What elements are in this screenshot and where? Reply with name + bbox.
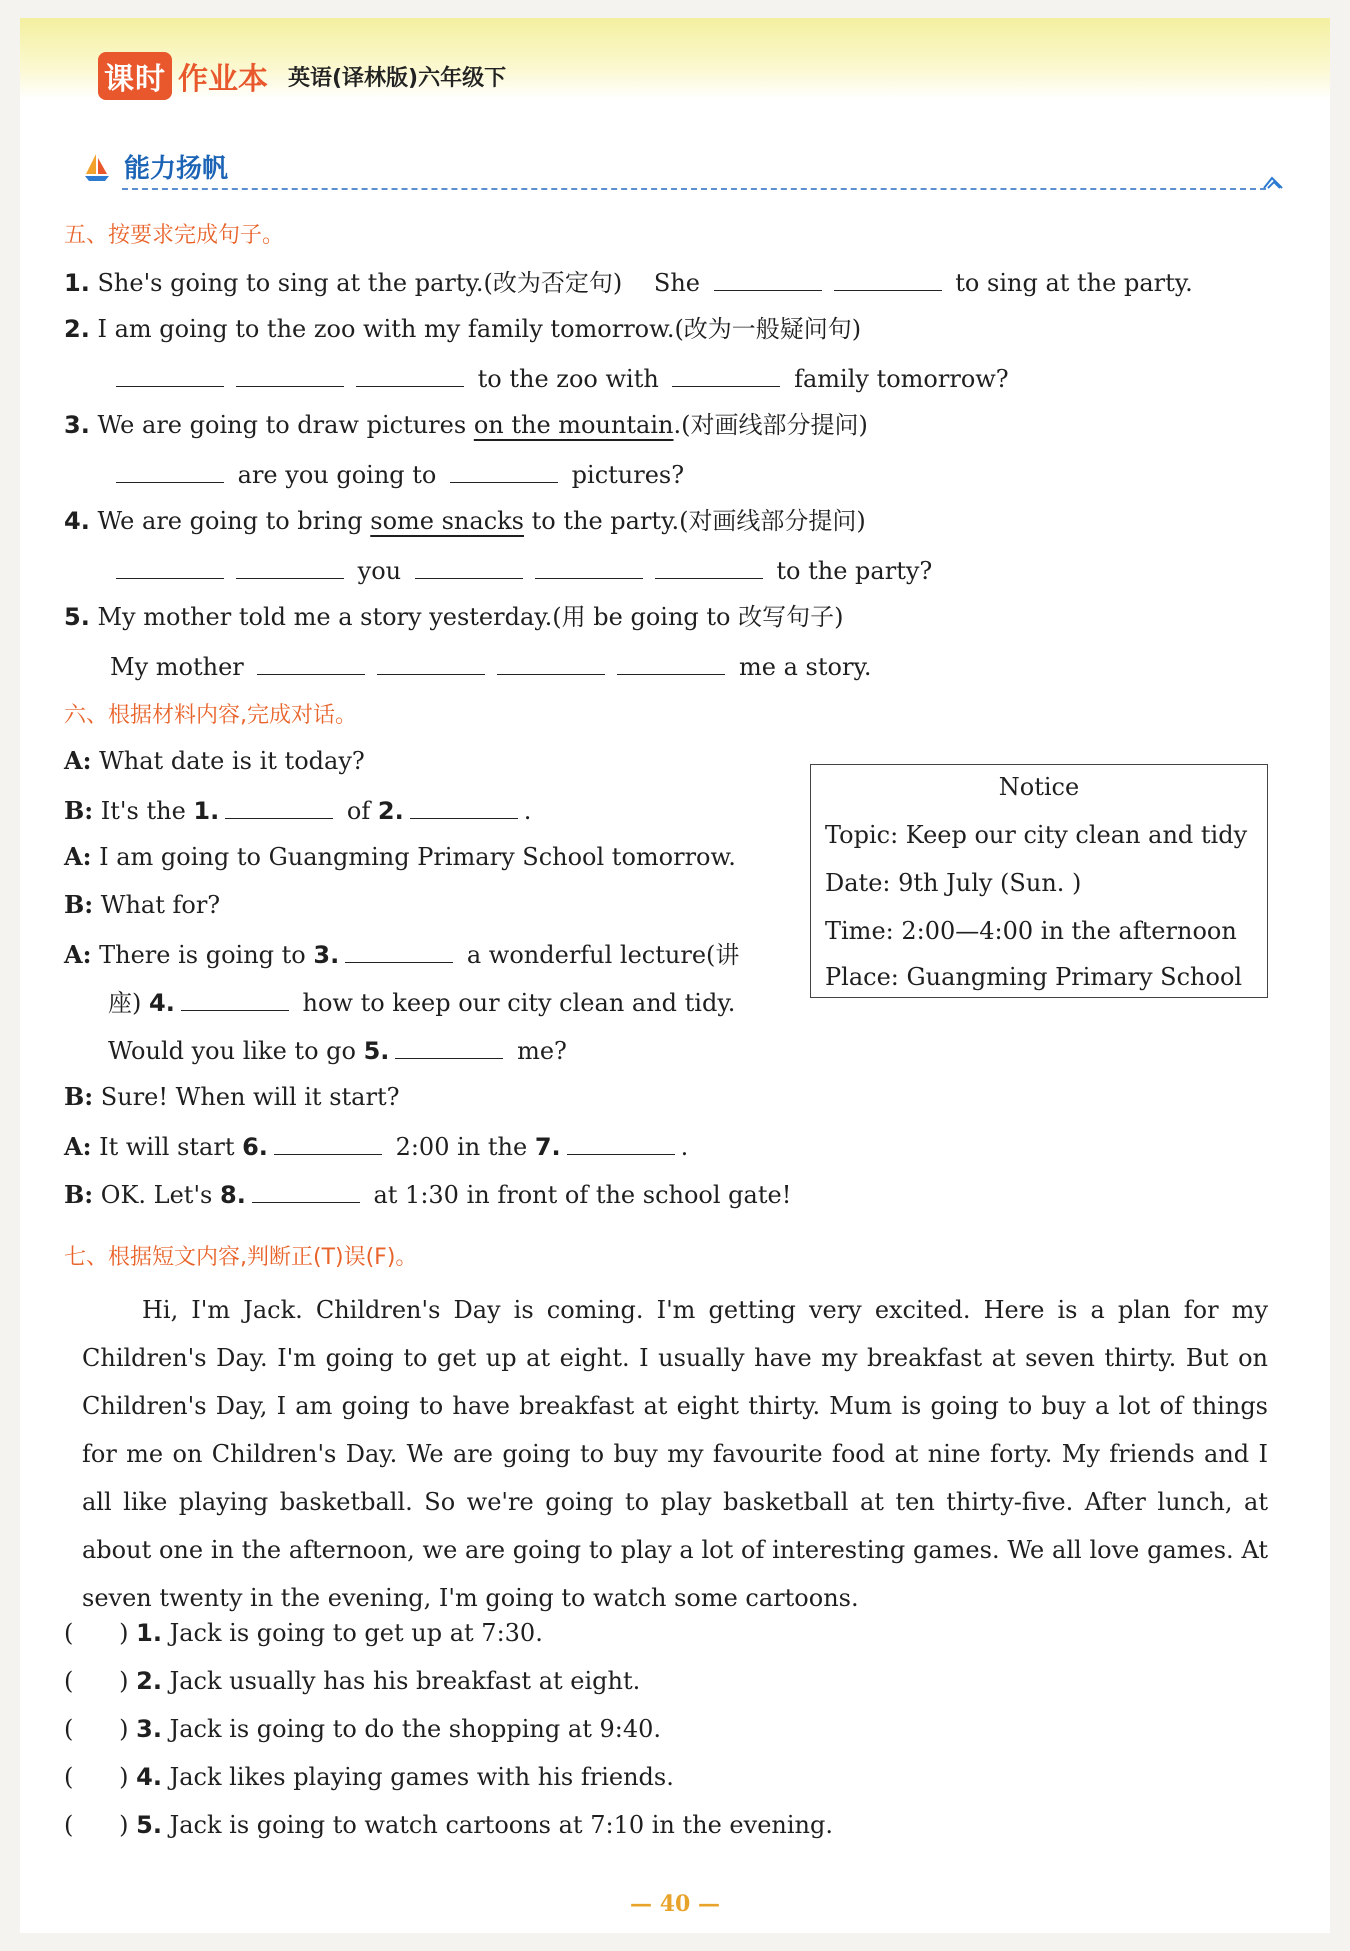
part5-heading: 五、按要求完成句子。	[64, 223, 285, 248]
answer-blank[interactable]	[252, 1178, 360, 1203]
answer-mid: are you going to	[237, 461, 437, 489]
speaker: B:	[64, 890, 94, 919]
answer-blank[interactable]	[415, 554, 523, 579]
blank-number: 1.	[193, 797, 220, 825]
answer-blank[interactable]	[345, 938, 453, 963]
q-number: 4.	[64, 507, 90, 535]
line-text: 座)	[108, 989, 142, 1017]
answer-blank[interactable]	[655, 554, 763, 579]
answer-blank[interactable]	[834, 266, 942, 291]
speaker: A:	[64, 1132, 92, 1161]
answer-blank[interactable]	[410, 794, 518, 819]
tf-item	[64, 1618, 543, 1648]
answer-bracket[interactable]: ( )	[64, 1763, 129, 1791]
blank-number: 3.	[313, 941, 340, 969]
tf-statement: Jack likes playing games with his friends.	[169, 1763, 674, 1791]
speaker: B:	[64, 796, 94, 825]
dialogue-line	[64, 890, 220, 920]
tf-statement: Jack usually has his breakfast at eight.	[169, 1667, 641, 1695]
line-text: There is going to	[99, 941, 306, 969]
dialogue-line	[64, 746, 365, 776]
line-text: I am going to Guangming Primary School tomorrow.	[99, 843, 736, 871]
dialogue-line	[64, 1178, 791, 1210]
underlined-phrase: some snacks	[370, 507, 524, 535]
line-text: of	[346, 797, 371, 825]
answer-blank[interactable]	[236, 554, 344, 579]
line-text: Would you like to go	[108, 1037, 356, 1065]
q-text-post: .(对画线部分提问)	[673, 411, 868, 439]
speaker: B:	[64, 1082, 94, 1111]
blank-number: 8.	[220, 1181, 246, 1209]
notice-place: Place: Guangming Primary School	[825, 963, 1243, 991]
logo-book: 作业本	[178, 62, 268, 97]
notice-title: Notice	[998, 773, 1080, 801]
answer-blank[interactable]	[497, 650, 605, 675]
answer-suffix: me a story.	[739, 653, 872, 681]
page-header	[20, 18, 1330, 100]
line-text: What for?	[100, 891, 221, 919]
blank-number: 4.	[149, 989, 175, 1017]
answer-blank[interactable]	[116, 458, 224, 483]
answer-prefix: She	[653, 269, 700, 297]
q-number: 3.	[136, 1715, 162, 1743]
line-text: OK. Let's	[100, 1181, 213, 1209]
answer-bracket[interactable]: ( )	[64, 1619, 129, 1647]
tf-item	[64, 1666, 640, 1696]
p5-q5-answer	[110, 650, 871, 682]
part6-heading: 六、根据材料内容,完成对话。	[64, 703, 357, 728]
blank-number: 7.	[534, 1133, 561, 1161]
answer-blank[interactable]	[535, 554, 643, 579]
tf-statement: Jack is going to get up at 7:30.	[169, 1619, 543, 1647]
subject-label: 英语(译林版)六年级下	[288, 65, 507, 91]
dialogue-line	[64, 842, 736, 872]
answer-blank[interactable]	[236, 362, 344, 387]
dialogue-line	[64, 1082, 399, 1112]
notice-date: Date: 9th July (Sun. )	[825, 869, 1082, 897]
q-text: My mother told me a story yesterday.(用 be going to 改写句子)	[97, 603, 844, 631]
line-text: It's the	[100, 797, 186, 825]
q-number: 2.	[136, 1667, 162, 1695]
answer-blank[interactable]	[714, 266, 822, 291]
notice-time: Time: 2:00—4:00 in the afternoon	[825, 917, 1237, 945]
blank-number: 2.	[377, 797, 404, 825]
wave-icon	[1262, 176, 1284, 190]
answer-suffix: pictures?	[571, 461, 685, 489]
p5-q2-answer	[110, 362, 1009, 394]
p5-q2	[64, 314, 861, 344]
answer-suffix: to sing at the party.	[955, 269, 1193, 297]
line-text: It will start	[99, 1133, 235, 1161]
tf-item	[64, 1762, 674, 1792]
line-text: a wonderful lecture(讲	[466, 941, 740, 969]
speaker: A:	[64, 746, 92, 775]
dialogue-line	[64, 938, 739, 970]
answer-blank[interactable]	[672, 362, 780, 387]
answer-blank[interactable]	[377, 650, 485, 675]
answer-mid: to the zoo with	[477, 365, 659, 393]
p5-q3-answer	[110, 458, 684, 490]
q-text-post: to the party.(对画线部分提问)	[524, 507, 866, 535]
answer-blank[interactable]	[257, 650, 365, 675]
logo-mark: 课时	[98, 52, 172, 100]
underlined-phrase: on the mountain	[473, 411, 674, 439]
answer-blank[interactable]	[617, 650, 725, 675]
line-text: 2:00 in the	[395, 1133, 528, 1161]
tf-item	[64, 1714, 661, 1744]
line-text: how to keep our city clean and tidy.	[302, 989, 736, 1017]
series-logo	[98, 54, 506, 98]
q-number: 2.	[64, 315, 90, 343]
dialogue-line	[108, 1034, 567, 1066]
speaker: B:	[64, 1180, 94, 1209]
dialogue-line	[108, 986, 735, 1018]
tf-item	[64, 1810, 833, 1840]
answer-blank[interactable]	[567, 1130, 675, 1155]
workbook-page	[20, 18, 1330, 1933]
p5-q5	[64, 602, 843, 632]
dashed-divider	[122, 188, 1266, 190]
section-title: 能力扬帆	[124, 154, 229, 184]
answer-suffix: to the party?	[776, 557, 933, 585]
answer-blank[interactable]	[450, 458, 558, 483]
line-text: .	[680, 1133, 689, 1161]
p5-q3	[64, 410, 868, 440]
q-text-pre: We are going to bring	[97, 507, 371, 535]
answer-blank[interactable]	[395, 1034, 503, 1059]
q-number: 3.	[64, 411, 90, 439]
reading-passage: Hi, I'm Jack. Children's Day is coming. I'm getting very excited. Here is a plan for my Children's Day. I'm going to get up at eight. I usually have my breakfast at seven thirty. But on Children's Day, I am going to have breakfast at eight thirty. Mum is going to buy a lot of things for me on Children's Day. We are going to buy my favourite food at nine forty. My friends and I all like playing basketball. So we're going to play basketball at ten thirty-five. After lunch, at about one in the afternoon, we are going to play a lot of interesting games. We all love games. At seven twenty in the evening, I'm going to watch some cartoons.	[82, 1296, 1268, 1612]
line-text: at 1:30 in front of the school gate!	[373, 1181, 792, 1209]
dialogue-line	[64, 1130, 688, 1162]
q-number: 1.	[136, 1619, 162, 1647]
q-number: 4.	[136, 1763, 162, 1791]
answer-bracket[interactable]: ( )	[64, 1667, 129, 1695]
line-text: Sure! When will it start?	[100, 1083, 400, 1111]
section-header	[64, 146, 1284, 190]
answer-prefix: My mother	[110, 653, 244, 681]
blank-number: 6.	[242, 1133, 268, 1161]
answer-blank[interactable]	[225, 794, 333, 819]
answer-blank[interactable]	[181, 986, 289, 1011]
answer-mid: you	[357, 557, 402, 585]
sailboat-icon	[84, 152, 110, 182]
answer-bracket[interactable]: ( )	[64, 1811, 129, 1839]
answer-suffix: family tomorrow?	[794, 365, 1009, 393]
p5-q4	[64, 506, 866, 536]
q-text-pre: We are going to draw pictures	[97, 411, 474, 439]
q-text: She's going to sing at the party.(改为否定句)	[97, 269, 623, 297]
line-text: me?	[517, 1037, 567, 1065]
answer-bracket[interactable]: ( )	[64, 1715, 129, 1743]
answer-blank[interactable]	[356, 362, 464, 387]
tf-statement: Jack is going to watch cartoons at 7:10 in the evening.	[169, 1811, 833, 1839]
dialogue-line	[64, 794, 531, 826]
notice-topic: Topic: Keep our city clean and tidy	[825, 821, 1248, 849]
blank-number: 5.	[363, 1037, 390, 1065]
line-text: .	[523, 797, 532, 825]
p5-q1	[64, 266, 1193, 298]
notice-box	[810, 764, 1268, 998]
speaker: A:	[64, 842, 92, 871]
q-text: I am going to the zoo with my family tomorrow.(改为一般疑问句)	[97, 315, 862, 343]
line-text: What date is it today?	[99, 747, 365, 775]
part7-heading: 七、根据短文内容,判断正(T)误(F)。	[64, 1245, 418, 1270]
q-number: 5.	[136, 1811, 162, 1839]
answer-blank[interactable]	[274, 1130, 382, 1155]
q-number: 1.	[64, 269, 90, 297]
q-number: 5.	[64, 603, 90, 631]
speaker: A:	[64, 940, 92, 969]
page-number: — 40 —	[630, 1891, 720, 1917]
p5-q4-answer	[110, 554, 932, 586]
tf-statement: Jack is going to do the shopping at 9:40.	[169, 1715, 661, 1743]
answer-blank[interactable]	[116, 554, 224, 579]
answer-blank[interactable]	[116, 362, 224, 387]
